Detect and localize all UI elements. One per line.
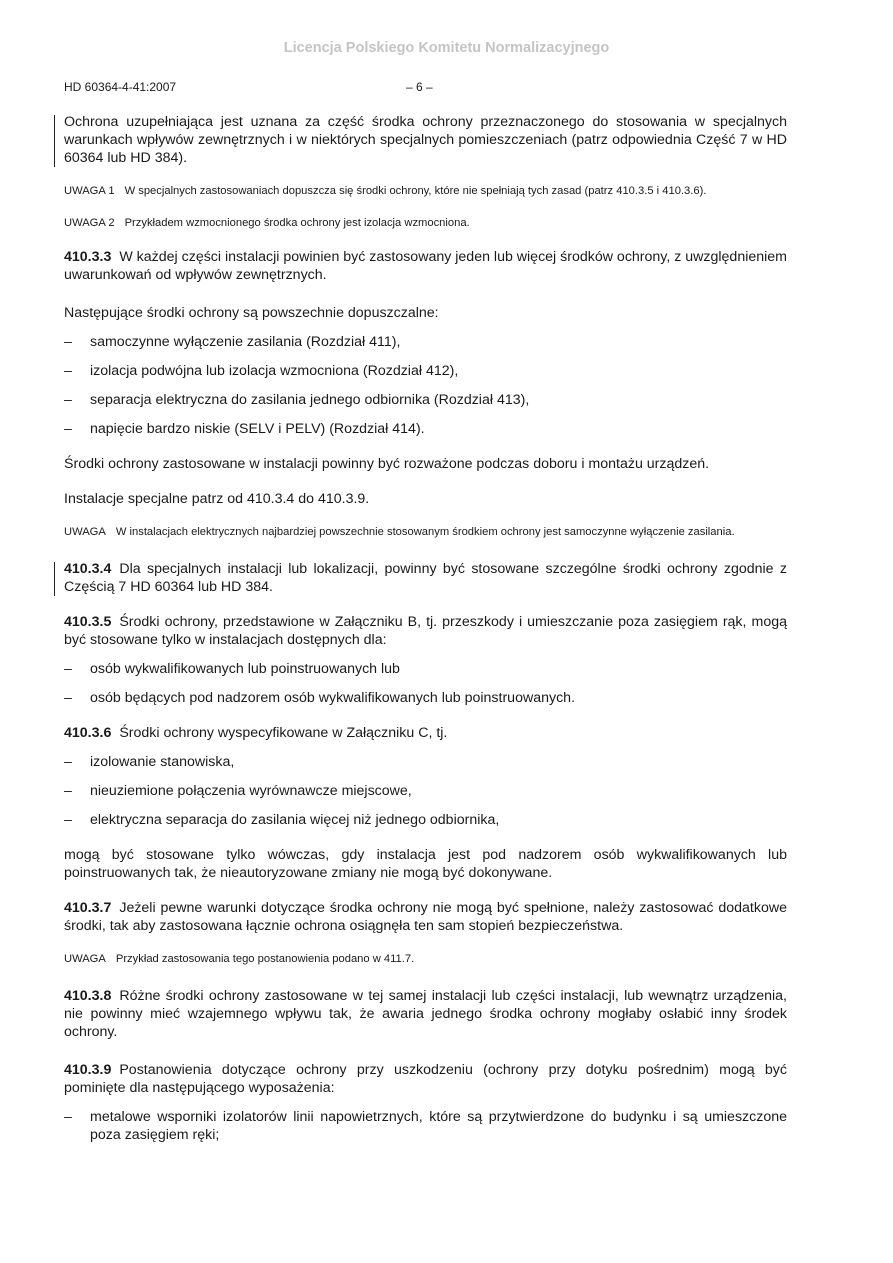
page-number: – 6 – — [406, 80, 433, 94]
list-dash: – — [64, 392, 72, 408]
watermark: Licencja Polskiego Komitetu Normalizacyjnego — [283, 40, 610, 56]
note-2 — [64, 216, 787, 231]
note-label: UWAGA — [64, 526, 106, 538]
list-item-text: metalowe wsporniki izolatorów linii napowietrznych, które są przytwierdzone do budynku i są umieszczone poza zasięgiem ręki; — [90, 1109, 787, 1143]
list-item — [64, 1108, 787, 1144]
list-item — [64, 391, 787, 409]
document-id: HD 60364-4-41:2007 — [64, 80, 177, 94]
note-label: UWAGA — [64, 953, 106, 965]
note-text: W instalacjach elektrycznych najbardziej powszechnie stosowanym środkiem ochrony jest samoczynne wyłączenie zasilania. — [115, 526, 735, 538]
section-410-3-4-block — [64, 560, 787, 596]
section-410-3-4 — [64, 560, 787, 596]
list-dash: – — [64, 783, 72, 799]
consider-paragraph: Środki ochrony zastosowane w instalacji powinny być rozważone podczas doboru i montażu urządzeń. — [64, 456, 710, 472]
list-item-text: izolacja podwójna lub izolacja wzmocniona (Rozdział 412), — [90, 363, 459, 379]
section-text: Jeżeli pewne warunki dotyczące środka ochrony nie mogą być spełnione, należy zastosować dodatkowe środki, tak aby zastosowana łącznie ochrona osiągnęła ten sam stopień bezpieczeństwa. — [64, 900, 787, 934]
section-number: 410.3.4 — [64, 561, 112, 577]
list-item — [64, 362, 787, 380]
list-item-text: elektryczna separacja do zasilania więcej niż jednego odbiornika, — [90, 812, 500, 828]
following-paragraph: Następujące środki ochrony są powszechnie dopuszczalne: — [64, 305, 439, 321]
list-item — [64, 689, 787, 707]
section-number: 410.3.5 — [64, 614, 112, 630]
list-item-text: osób będących pod nadzorem osób wykwalifikowanych lub poinstruowanych. — [90, 690, 576, 706]
section-410-3-8 — [64, 987, 787, 1041]
section-text: Postanowienia dotyczące ochrony przy uszkodzeniu (ochrony przy dotyku pośrednim) mogą być pominięte dla następującego wyposażenia: — [64, 1062, 787, 1096]
list-dash: – — [64, 661, 72, 677]
note-text: Przykładem wzmocnionego środka ochrony jest izolacja wzmocniona. — [124, 217, 470, 229]
note-label: UWAGA 2 — [64, 217, 115, 229]
intro-paragraph: Ochrona uzupełniająca jest uznana za część środka ochrony przeznaczonego do stosowania w specjalnych warunkach wpływów zewnętrznych i w niektórych specjalnych pomieszczeniach (patrz odpowiednia Część 7 w HD 60364 lub HD 384). — [64, 114, 787, 166]
supervision-paragraph: mogą być stosowane tylko wówczas, gdy instalacja jest pod nadzorem osób wykwalifikowanych lub poinstruowanych tak, że nieautoryzowane zmiany nie mogą być dokonywane. — [64, 847, 787, 881]
list-item-text: osób wykwalifikowanych lub poinstruowanych lub — [90, 661, 400, 677]
list-item — [64, 811, 787, 829]
note-4 — [64, 952, 787, 967]
note-text: Przykład zastosowania tego postanowienia podano w 411.7. — [115, 953, 415, 965]
special-installations-paragraph: Instalacje specjalne patrz od 410.3.4 do 410.3.9. — [64, 491, 370, 507]
list-item — [64, 753, 787, 771]
note-1 — [64, 184, 787, 199]
section-410-3-3 — [64, 248, 787, 284]
list-item-text: samoczynne wyłączenie zasilania (Rozdział 411), — [90, 334, 401, 350]
section-text: Środki ochrony wyspecyfikowane w Załączniku C, tj. — [119, 725, 448, 741]
intro-block — [64, 113, 787, 167]
section-410-3-5 — [64, 613, 787, 649]
section-number: 410.3.3 — [64, 249, 112, 265]
list-item-text: nieuziemione połączenia wyrównawcze miejscowe, — [90, 783, 412, 799]
list-item — [64, 660, 787, 678]
list-dash: – — [64, 334, 72, 350]
note-3 — [64, 525, 787, 540]
section-410-3-6 — [64, 724, 787, 742]
list-dash: – — [64, 363, 72, 379]
list-dash: – — [64, 690, 72, 706]
page-content — [64, 113, 787, 1144]
note-text: W specjalnych zastosowaniach dopuszcza się środki ochrony, które nie spełniają tych zasad (patrz 410.3.5 i 410.3.6). — [124, 185, 707, 197]
list-dash: – — [64, 812, 72, 828]
list-item — [64, 333, 787, 351]
list-item — [64, 420, 787, 438]
list-dash: – — [64, 1109, 72, 1125]
list-dash: – — [64, 421, 72, 437]
section-number: 410.3.7 — [64, 900, 112, 916]
section-410-3-9 — [64, 1061, 787, 1097]
list-dash: – — [64, 754, 72, 770]
section-number: 410.3.8 — [64, 988, 112, 1004]
section-text: W każdej części instalacji powinien być zastosowany jeden lub więcej środków ochrony, z uwzględnieniem uwarunkowań od wpływów zewnętrznych. — [64, 249, 788, 283]
section-number: 410.3.9 — [64, 1062, 112, 1078]
section-text: Różne środki ochrony zastosowane w tej samej instalacji lub części instalacji, lub wewnątrz urządzenia, nie powinny mieć wzajemnego wpływu tak, że awaria jednego środka ochrony mogłaby osłabić inny środek ochrony. — [64, 988, 787, 1040]
list-item — [64, 782, 787, 800]
note-label: UWAGA 1 — [64, 185, 115, 197]
list-item-text: izolowanie stanowiska, — [90, 754, 235, 770]
section-number: 410.3.6 — [64, 725, 112, 741]
section-text: Dla specjalnych instalacji lub lokalizacji, powinny być stosowane szczególne środki ochrony zgodnie z Częścią 7 HD 60364 lub HD 384. — [64, 561, 787, 595]
section-text: Środki ochrony, przedstawione w Załączniku B, tj. przeszkody i umieszczanie poza zasięgiem rąk, mogą być stosowane tylko w instalacjach dostępnych dla: — [64, 614, 787, 648]
section-410-3-7 — [64, 899, 787, 935]
list-item-text: napięcie bardzo niskie (SELV i PELV) (Rozdział 414). — [90, 421, 425, 437]
list-item-text: separacja elektryczna do zasilania jednego odbiornika (Rozdział 413), — [90, 392, 530, 408]
